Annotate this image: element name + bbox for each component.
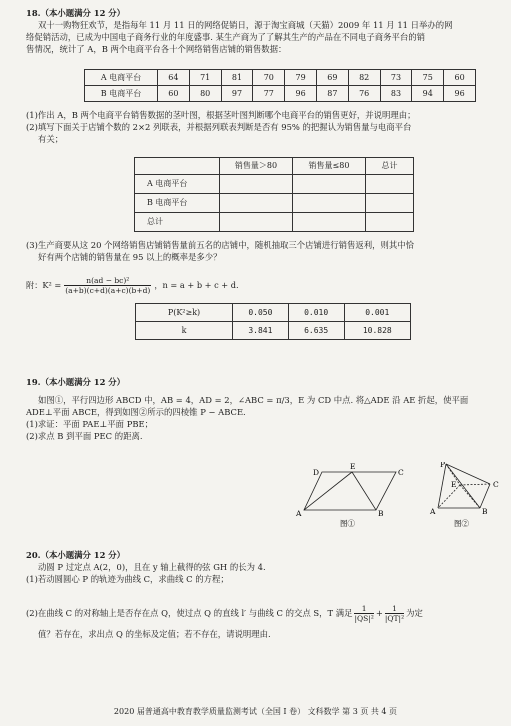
table-row [135,175,414,194]
critical-value-table [135,303,411,340]
sales-data-table [84,69,476,102]
table-cell: 60 [158,86,190,102]
table-cell: 97 [221,86,253,102]
table-row [136,322,411,340]
q19-part2: (2)求点 B 到平面 PEC 的距离. [26,430,143,441]
formula-suffix: ，n = a + b + c + d. [154,279,239,290]
blank-cell [366,175,414,194]
formula-numerator: n(ad − bc)² [86,276,130,285]
fraction-denominator: |QS|² [354,614,374,623]
row-label: 总计 [135,213,220,232]
q18-part2-line1: (2)填写下面关于店铺个数的 2×2 列联表，并根据列联表判断是否有 95% 的把握认为销售量与电商平台 [26,121,412,132]
table-cell: 0.010 [288,304,344,322]
q18-part2-line2: 有关； [38,133,64,144]
fig1-caption: 图① [340,519,355,528]
chi-square-formula [26,276,239,295]
formula-denominator: (a+b)(c+d)(a+c)(b+d) [65,286,151,295]
table-cell: 96 [285,86,317,102]
geometry-figures [290,462,510,528]
figure-1-parallelogram [295,462,404,528]
table-cell: 69 [316,70,348,86]
table-cell: 82 [348,70,380,86]
fraction-qs [354,604,373,623]
fig1-label-e: E [350,462,356,471]
blank-cell [293,175,366,194]
q20-heading: 20.（本小题满分 12 分） [26,550,126,560]
q19-part1: (1)求证：平面 PAE⊥平面 PBE； [26,418,153,429]
table-cell: 0.050 [233,304,289,322]
q18-part1: (1)作出 A，B 两个电商平台销售数据的茎叶图，根据茎叶图判断哪个电商平台的销售更好，并说明理由； [26,110,416,120]
blank-cell [220,175,293,194]
table-cell: 81 [221,70,253,86]
table-row [136,304,411,322]
table-row [135,158,414,175]
row-label: P(K²≥k) [136,304,233,322]
fig2-label-p: P [440,462,446,469]
q20-part2-tail: 为定 [406,607,423,618]
q20-part2-text: (2)在曲线 C 的对称轴上是否存在点 Q，使过点 Q 的直线 l′ 与曲线 C 的交点 S，T 满足 [26,607,353,618]
edge-ec [460,484,490,485]
q20-part1: (1)若动圆圆心 P 的轨迹为曲线 C，求曲线 C 的方程； [26,573,229,584]
row-label: B 电商平台 [85,86,158,102]
fig1-label-c: C [398,468,404,477]
q18-intro-line2: 络促销活动，已成为中国电子商务行业的年度盛事. 某生产商为了了解其生产的产品在不同电子商务平台的销 [26,31,425,42]
fig2-label-c: C [493,480,499,489]
fig2-label-b: B [482,507,488,516]
table-cell: 94 [412,86,444,102]
table-cell: 70 [253,70,285,86]
q19-body-line2: ADE⊥平面 ABCE，得到如图②所示的四棱锥 P − ABCE. [26,406,246,417]
table-row [135,213,414,232]
contingency-table [134,157,414,232]
table-cell: 73 [380,70,412,86]
row-label: A 电商平台 [85,70,158,86]
table-cell: 76 [348,86,380,102]
q18-intro-line3: 售情况，统计了 A，B 两个电商平台各十个网络销售店铺的销售数据： [26,43,287,54]
table-cell: 79 [285,70,317,86]
table-cell: 0.001 [344,304,410,322]
header-cell: 销售量≤80 [293,158,366,175]
q20-part2-line1 [26,604,503,623]
fraction-denominator: |QT|² [384,614,405,623]
page-footer: 2020 届普通高中教育教学质量监测考试（全国 I 卷） 文科数学 第 3 页 共 4 页 [113,707,398,716]
fig2-caption: 图② [454,519,469,528]
table-cell: 6.635 [288,322,344,340]
fig2-label-a: A [430,507,436,516]
fig1-label-b: B [378,509,384,518]
edge-bc [480,484,490,508]
table-cell: 87 [316,86,348,102]
q18-part3-line2: 好有两个店铺的销售量在 95 以上的概率是多少？ [38,251,222,262]
formula-fraction [64,276,151,295]
blank-cell [366,194,414,213]
header-cell [135,158,220,175]
table-cell: 77 [253,86,285,102]
row-label: k [136,322,233,340]
q19-heading: 19.（本小题满分 12 分） [26,377,126,387]
blank-cell [293,213,366,232]
table-cell: 10.828 [344,322,410,340]
blank-cell [366,213,414,232]
plus-sign: + [375,607,383,618]
row-label: A 电商平台 [135,175,220,194]
fraction-numerator: 1 [392,604,397,613]
table-row [85,86,476,102]
table-row [135,194,414,213]
table-cell: 83 [380,86,412,102]
q18-intro-line1: 双十一购物狂欢节，是指每年 11 月 11 日的网络促销日，源于淘宝商城（天猫）2009 年 11 月 11 日举办的网 [38,19,453,30]
table-cell: 96 [444,86,476,102]
blank-cell [220,194,293,213]
fig1-label-d: D [313,468,320,477]
blank-cell [220,213,293,232]
figure-2-pyramid [429,462,499,528]
blank-cell [293,194,366,213]
q20-part2-line2-block [26,629,495,641]
fig2-label-e: E [451,480,457,489]
q18-heading: 18.（本小题满分 12 分） [26,8,126,18]
question-18 [26,8,495,56]
table-cell: 80 [189,86,221,102]
table-cell: 3.841 [233,322,289,340]
q20-part2-line2: 值？若存在，求出点 Q 的坐标及定值；若不存在，请说明理由. [38,629,271,639]
header-cell: 销售量＞80 [220,158,293,175]
table-cell: 64 [158,70,190,86]
row-label: B 电商平台 [135,194,220,213]
table-cell: 60 [444,70,476,86]
q19-body-line1: 如图①，平行四边形 ABCD 中，AB = 4，AD = 2，∠ABC = π/3，E 为 CD 中点. 将△ADE 沿 AE 折起，使平面 [38,394,469,405]
parallelogram-outline [304,472,396,510]
q20-body-line1: 动圆 P 过定点 A(2，0)，且在 y 轴上截得的弦 GH 的长为 4. [38,561,266,572]
table-row [85,70,476,86]
fraction-numerator: 1 [361,604,367,613]
fraction-qt [385,604,404,623]
q18-part3 [26,240,495,264]
header-cell: 总计 [366,158,414,175]
segment-be [352,472,376,510]
formula-prefix: 附：K² = [26,279,62,290]
edge-eb [460,485,480,508]
table-cell: 71 [189,70,221,86]
question-19 [26,377,495,443]
table-cell: 75 [412,70,444,86]
q18-part3-line1: (3)生产商要从这 20 个网络销售店铺销售量前五名的店铺中，随机抽取三个店铺进行销售返利，则其中恰 [26,240,414,250]
segment-ae [304,472,352,510]
q18-parts-1-2 [26,110,495,146]
fig1-label-a: A [296,509,302,518]
question-20 [26,550,495,586]
